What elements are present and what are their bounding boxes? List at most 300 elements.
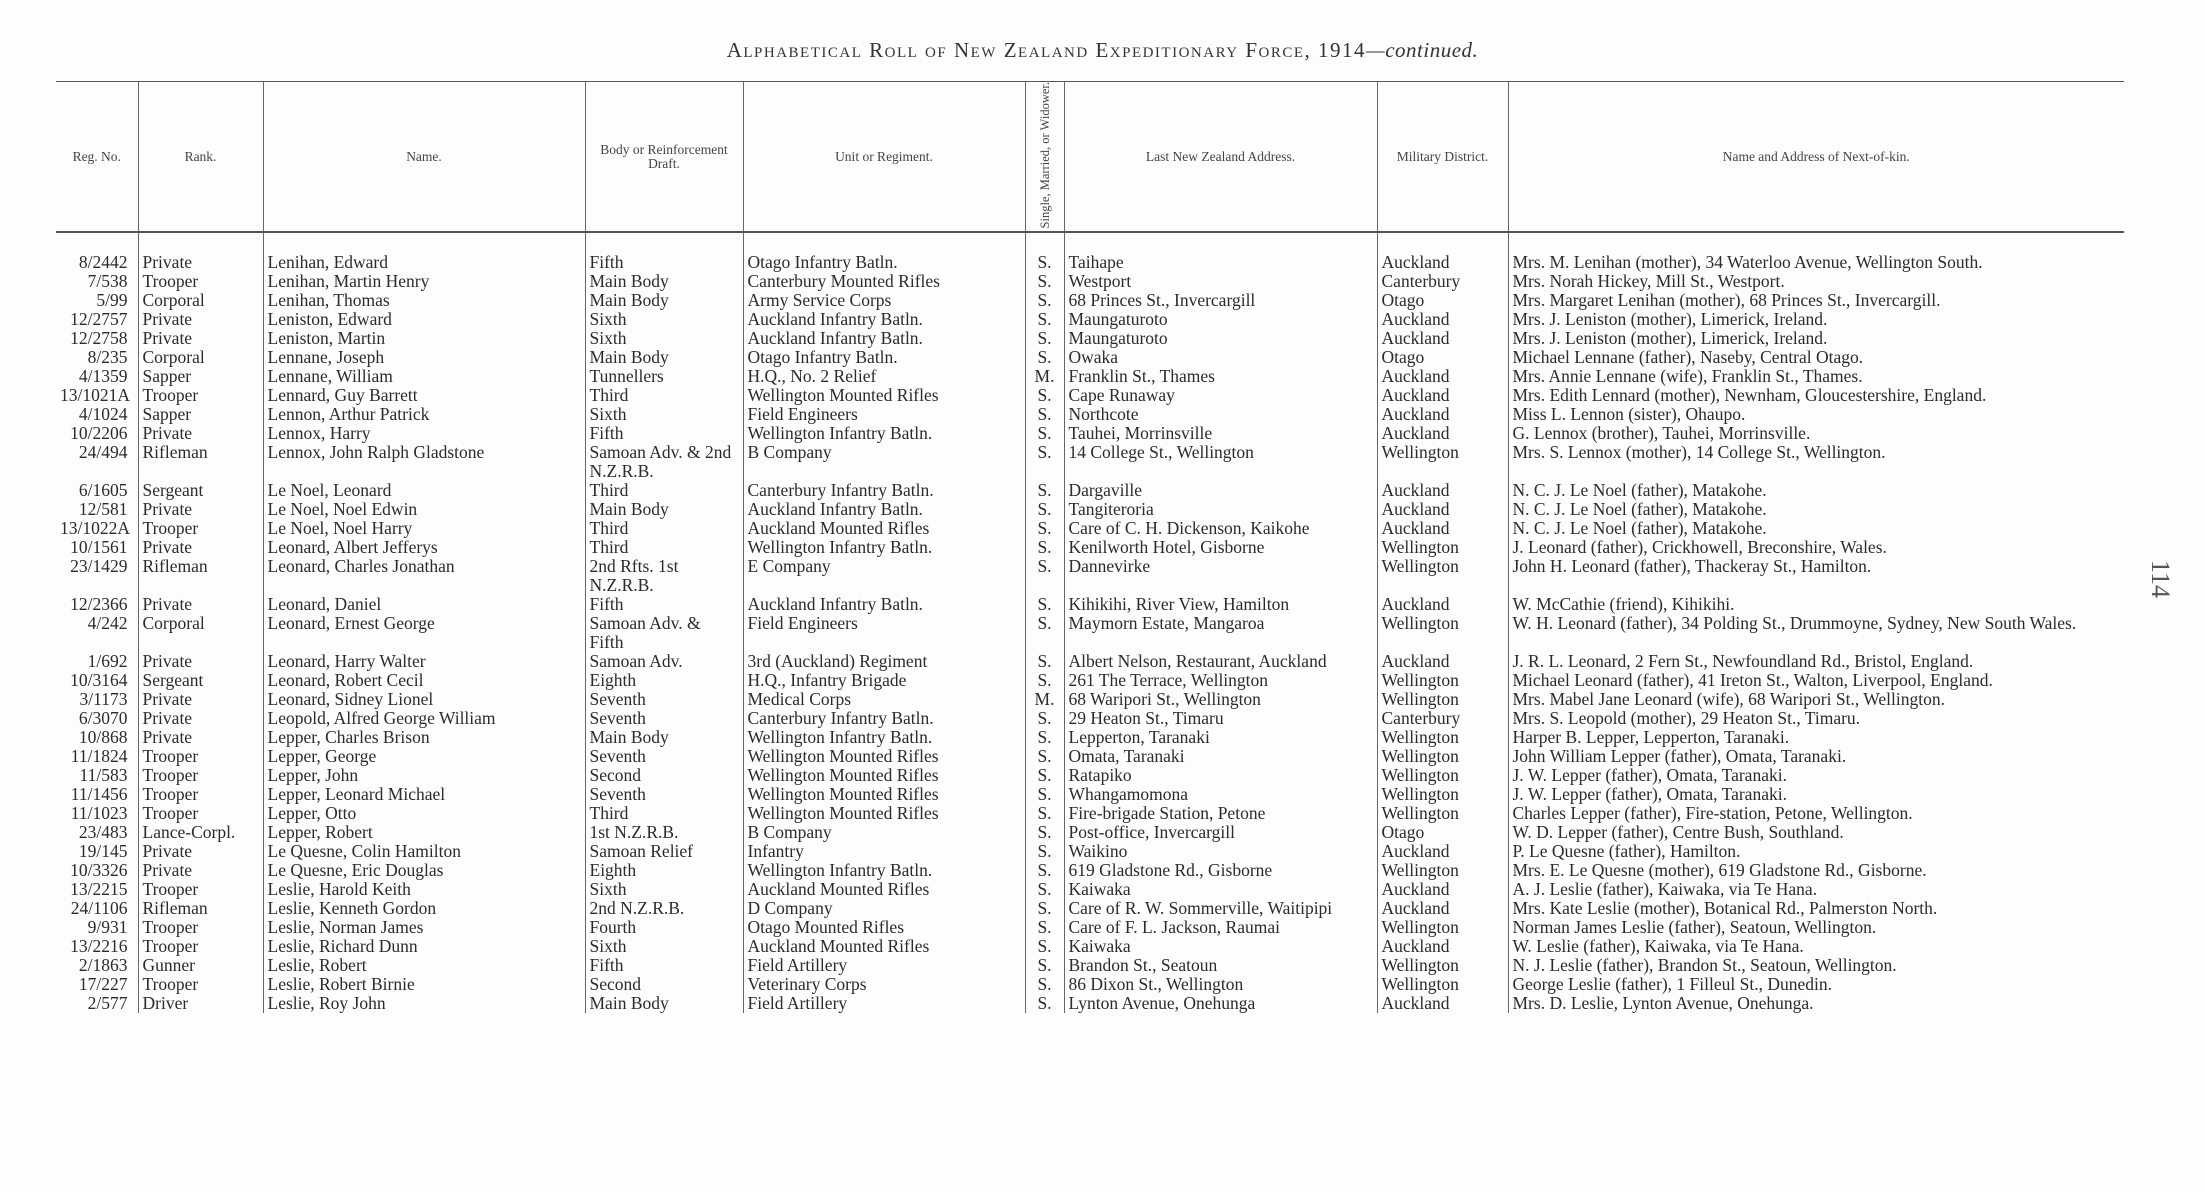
table-row — [56, 272, 2124, 291]
cell-reg-no: 2/1863 — [78, 955, 128, 976]
cell-unit: B Company — [743, 823, 1025, 842]
cell-rank: Gunner — [138, 956, 263, 975]
cell-name: Leslie, Harold Keith — [263, 880, 585, 899]
cell-draft: Second — [585, 975, 743, 994]
cell-marital-status: S. — [1025, 671, 1064, 690]
cell-unit: Wellington Infantry Batln. — [743, 728, 1025, 747]
cell-draft: 2nd N.Z.R.B. — [585, 899, 743, 918]
cell-unit: Army Service Corps — [743, 291, 1025, 310]
table-row — [56, 747, 2124, 766]
cell-address: Tauhei, Morrinsville — [1064, 424, 1377, 443]
cell-draft: Main Body — [585, 272, 743, 291]
cell-unit: Canterbury Infantry Batln. — [743, 481, 1025, 500]
page-number: 114 — [2146, 560, 2175, 599]
cell-next-of-kin: A. J. Leslie (father), Kaiwaka, via Te Hana. — [1508, 880, 2124, 899]
cell-next-of-kin: W. H. Leonard (father), 34 Polding St., Drummoyne, Sydney, New South Wales. — [1508, 614, 2124, 652]
cell-marital-status: S. — [1025, 443, 1064, 481]
cell-rank: Private — [138, 500, 263, 519]
cell-district: Otago — [1377, 348, 1508, 367]
cell-address: Northcote — [1064, 405, 1377, 424]
cell-address: Dargaville — [1064, 481, 1377, 500]
cell-draft: Main Body — [585, 728, 743, 747]
cell-name: Leonard, Harry Walter — [263, 652, 585, 671]
table-row — [56, 804, 2124, 823]
table-row — [56, 405, 2124, 424]
cell-address: 68 Waripori St., Wellington — [1064, 690, 1377, 709]
cell-rank: Private — [138, 709, 263, 728]
cell-name: Le Noel, Noel Edwin — [263, 500, 585, 519]
cell-draft: Samoan Adv. & 2nd N.Z.R.B. — [585, 443, 743, 481]
cell-draft: Sixth — [585, 937, 743, 956]
cell-marital-status: S. — [1025, 405, 1064, 424]
table-row — [56, 310, 2124, 329]
table-row — [56, 253, 2124, 272]
cell-district: Auckland — [1377, 253, 1508, 272]
cell-rank: Corporal — [138, 614, 263, 652]
cell-address: Lynton Avenue, Onehunga — [1064, 994, 1377, 1013]
cell-next-of-kin: N. C. J. Le Noel (father), Matakohe. — [1508, 519, 2124, 538]
cell-reg-no: 23/1429 — [70, 556, 128, 577]
cell-next-of-kin: G. Lennox (brother), Tauhei, Morrinsville. — [1508, 424, 2124, 443]
table-row — [56, 956, 2124, 975]
cell-unit: Wellington Mounted Rifles — [743, 386, 1025, 405]
cell-reg-no: 12/581 — [78, 499, 128, 520]
cell-district: Auckland — [1377, 329, 1508, 348]
cell-name: Leslie, Robert — [263, 956, 585, 975]
cell-district: Otago — [1377, 291, 1508, 310]
cell-district: Wellington — [1377, 804, 1508, 823]
cell-marital-status: M. — [1025, 367, 1064, 386]
cell-name: Leonard, Charles Jonathan — [263, 557, 585, 595]
cell-address: Tangiteroria — [1064, 500, 1377, 519]
cell-reg-no: 13/2215 — [70, 879, 128, 900]
cell-draft: Sixth — [585, 310, 743, 329]
cell-next-of-kin: Harper B. Lepper, Lepperton, Taranaki. — [1508, 728, 2124, 747]
cell-unit: Canterbury Mounted Rifles — [743, 272, 1025, 291]
cell-name: Leonard, Ernest George — [263, 614, 585, 652]
cell-address: Owaka — [1064, 348, 1377, 367]
cell-reg-no: 4/1359 — [78, 366, 128, 387]
cell-reg-no: 12/2757 — [70, 309, 128, 330]
cell-name: Lennane, Joseph — [263, 348, 585, 367]
cell-rank: Corporal — [138, 348, 263, 367]
cell-rank: Private — [138, 842, 263, 861]
cell-unit: Auckland Mounted Rifles — [743, 519, 1025, 538]
header-marital-status-text: Single, Married, or Widower. — [1037, 82, 1052, 229]
cell-district: Wellington — [1377, 975, 1508, 994]
cell-unit: Otago Infantry Batln. — [743, 348, 1025, 367]
cell-rank: Trooper — [138, 766, 263, 785]
cell-reg-no: 13/1021A — [60, 385, 130, 406]
table-row — [56, 861, 2124, 880]
page-title — [0, 38, 2205, 63]
cell-reg-no: 24/1106 — [70, 898, 128, 919]
cell-name: Leslie, Robert Birnie — [263, 975, 585, 994]
cell-next-of-kin: W. McCathie (friend), Kihikihi. — [1508, 595, 2124, 614]
cell-address: Kenilworth Hotel, Gisborne — [1064, 538, 1377, 557]
header-unit: Unit or Regiment. — [743, 82, 1025, 233]
cell-district: Auckland — [1377, 842, 1508, 861]
cell-rank: Sergeant — [138, 671, 263, 690]
cell-name: Leslie, Roy John — [263, 994, 585, 1013]
table-row — [56, 899, 2124, 918]
cell-name: Lennox, John Ralph Gladstone — [263, 443, 585, 481]
cell-marital-status: S. — [1025, 310, 1064, 329]
table-row — [56, 614, 2124, 652]
cell-next-of-kin: Norman James Leslie (father), Seatoun, Wellington. — [1508, 918, 2124, 937]
cell-marital-status: S. — [1025, 595, 1064, 614]
cell-reg-no: 10/3326 — [70, 860, 128, 881]
cell-draft: Third — [585, 804, 743, 823]
cell-draft: 1st N.Z.R.B. — [585, 823, 743, 842]
cell-name: Lepper, Robert — [263, 823, 585, 842]
cell-address: 86 Dixon St., Wellington — [1064, 975, 1377, 994]
table-row — [56, 386, 2124, 405]
header-draft: Body or Reinforcement Draft. — [585, 82, 743, 233]
cell-reg-no: 10/3164 — [70, 670, 128, 691]
cell-draft: Fourth — [585, 918, 743, 937]
cell-next-of-kin: P. Le Quesne (father), Hamilton. — [1508, 842, 2124, 861]
table-row — [56, 975, 2124, 994]
cell-district: Wellington — [1377, 690, 1508, 709]
cell-rank: Private — [138, 424, 263, 443]
cell-name: Leopold, Alfred George William — [263, 709, 585, 728]
cell-draft: Sixth — [585, 880, 743, 899]
cell-rank: Sapper — [138, 367, 263, 386]
table-row — [56, 329, 2124, 348]
cell-name: Leonard, Robert Cecil — [263, 671, 585, 690]
cell-draft: Sixth — [585, 329, 743, 348]
cell-rank: Trooper — [138, 747, 263, 766]
cell-name: Lenihan, Thomas — [263, 291, 585, 310]
cell-unit: Auckland Infantry Batln. — [743, 310, 1025, 329]
cell-next-of-kin: N. C. J. Le Noel (father), Matakohe. — [1508, 481, 2124, 500]
cell-rank: Trooper — [138, 519, 263, 538]
cell-rank: Sapper — [138, 405, 263, 424]
cell-next-of-kin: Michael Leonard (father), 41 Ireton St., Walton, Liverpool, England. — [1508, 671, 2124, 690]
cell-unit: Wellington Infantry Batln. — [743, 861, 1025, 880]
cell-draft: Main Body — [585, 291, 743, 310]
cell-unit: Otago Infantry Batln. — [743, 253, 1025, 272]
cell-name: Lepper, Otto — [263, 804, 585, 823]
cell-draft: 2nd Rfts. 1st N.Z.R.B. — [585, 557, 743, 595]
cell-address: Taihape — [1064, 253, 1377, 272]
cell-draft: Samoan Relief — [585, 842, 743, 861]
cell-draft: Fifth — [585, 956, 743, 975]
table-row — [56, 348, 2124, 367]
cell-address: Lepperton, Taranaki — [1064, 728, 1377, 747]
cell-unit: Canterbury Infantry Batln. — [743, 709, 1025, 728]
cell-name: Leslie, Norman James — [263, 918, 585, 937]
cell-name: Leslie, Kenneth Gordon — [263, 899, 585, 918]
table-row — [56, 538, 2124, 557]
cell-address: 68 Princes St., Invercargill — [1064, 291, 1377, 310]
table-row — [56, 937, 2124, 956]
cell-next-of-kin: J. R. L. Leonard, 2 Fern St., Newfoundland Rd., Bristol, England. — [1508, 652, 2124, 671]
cell-district: Canterbury — [1377, 709, 1508, 728]
cell-address: Waikino — [1064, 842, 1377, 861]
header-district: Military District. — [1377, 82, 1508, 233]
cell-unit: Wellington Infantry Batln. — [743, 538, 1025, 557]
cell-marital-status: S. — [1025, 728, 1064, 747]
cell-draft: Seventh — [585, 747, 743, 766]
cell-marital-status: S. — [1025, 614, 1064, 652]
cell-next-of-kin: Charles Lepper (father), Fire-station, Petone, Wellington. — [1508, 804, 2124, 823]
cell-address: Kaiwaka — [1064, 880, 1377, 899]
cell-reg-no: 6/1605 — [78, 480, 128, 501]
cell-district: Wellington — [1377, 918, 1508, 937]
cell-district: Auckland — [1377, 937, 1508, 956]
table-row — [56, 728, 2124, 747]
cell-address: Fire-brigade Station, Petone — [1064, 804, 1377, 823]
cell-next-of-kin: J. W. Lepper (father), Omata, Taranaki. — [1508, 766, 2124, 785]
header-row — [56, 82, 2124, 233]
cell-district: Wellington — [1377, 443, 1508, 481]
cell-unit: H.Q., No. 2 Relief — [743, 367, 1025, 386]
cell-next-of-kin: Mrs. Annie Lennane (wife), Franklin St., Thames. — [1508, 367, 2124, 386]
cell-reg-no: 3/1173 — [79, 689, 128, 710]
cell-address: Care of R. W. Sommerville, Waitipipi — [1064, 899, 1377, 918]
cell-reg-no: 8/235 — [87, 347, 128, 368]
cell-marital-status: S. — [1025, 937, 1064, 956]
cell-name: Lennon, Arthur Patrick — [263, 405, 585, 424]
cell-draft: Fifth — [585, 595, 743, 614]
cell-address: Dannevirke — [1064, 557, 1377, 595]
cell-draft: Tunnellers — [585, 367, 743, 386]
cell-address: Post-office, Invercargill — [1064, 823, 1377, 842]
cell-draft: Eighth — [585, 861, 743, 880]
roll-table — [56, 81, 2124, 1013]
cell-name: Leonard, Sidney Lionel — [263, 690, 585, 709]
cell-unit: Auckland Infantry Batln. — [743, 500, 1025, 519]
cell-address: Care of F. L. Jackson, Raumai — [1064, 918, 1377, 937]
cell-name: Lepper, George — [263, 747, 585, 766]
cell-address: Franklin St., Thames — [1064, 367, 1377, 386]
table-row — [56, 823, 2124, 842]
cell-reg-no: 2/577 — [87, 993, 128, 1014]
cell-reg-no: 12/2758 — [70, 328, 128, 349]
cell-address: Maymorn Estate, Mangaroa — [1064, 614, 1377, 652]
cell-district: Wellington — [1377, 956, 1508, 975]
cell-marital-status: S. — [1025, 823, 1064, 842]
cell-next-of-kin: George Leslie (father), 1 Filleul St., Dunedin. — [1508, 975, 2124, 994]
cell-draft: Seventh — [585, 709, 743, 728]
cell-reg-no: 17/227 — [78, 974, 128, 995]
cell-next-of-kin: Mrs. D. Leslie, Lynton Avenue, Onehunga. — [1508, 994, 2124, 1013]
cell-district: Wellington — [1377, 728, 1508, 747]
cell-name: Lenihan, Edward — [263, 253, 585, 272]
cell-name: Lennard, Guy Barrett — [263, 386, 585, 405]
table-row — [56, 671, 2124, 690]
cell-name: Leonard, Albert Jefferys — [263, 538, 585, 557]
cell-next-of-kin: J. Leonard (father), Crickhowell, Breconshire, Wales. — [1508, 538, 2124, 557]
cell-reg-no: 10/2206 — [70, 423, 128, 444]
cell-rank: Lance-Corpl. — [138, 823, 263, 842]
cell-address: Kihikihi, River View, Hamilton — [1064, 595, 1377, 614]
cell-reg-no: 10/1561 — [70, 537, 128, 558]
cell-reg-no: 19/145 — [78, 841, 128, 862]
cell-next-of-kin: J. W. Lepper (father), Omata, Taranaki. — [1508, 785, 2124, 804]
cell-marital-status: S. — [1025, 386, 1064, 405]
cell-name: Leonard, Daniel — [263, 595, 585, 614]
cell-district: Wellington — [1377, 766, 1508, 785]
cell-reg-no: 6/3070 — [78, 708, 128, 729]
cell-marital-status: S. — [1025, 956, 1064, 975]
cell-name: Lennox, Harry — [263, 424, 585, 443]
cell-reg-no: 8/2442 — [78, 252, 128, 273]
cell-name: Le Quesne, Eric Douglas — [263, 861, 585, 880]
cell-rank: Rifleman — [138, 899, 263, 918]
cell-district: Auckland — [1377, 500, 1508, 519]
cell-reg-no: 5/99 — [96, 290, 128, 311]
table-row — [56, 519, 2124, 538]
cell-reg-no: 23/483 — [78, 822, 128, 843]
cell-marital-status: S. — [1025, 557, 1064, 595]
cell-reg-no: 7/538 — [87, 271, 128, 292]
cell-draft: Third — [585, 481, 743, 500]
cell-rank: Private — [138, 310, 263, 329]
table-row — [56, 500, 2124, 519]
table-row — [56, 367, 2124, 386]
table-row — [56, 785, 2124, 804]
cell-address: Maungaturoto — [1064, 329, 1377, 348]
table-row — [56, 709, 2124, 728]
cell-rank: Trooper — [138, 785, 263, 804]
cell-next-of-kin: Michael Lennane (father), Naseby, Central Otago. — [1508, 348, 2124, 367]
cell-address: 619 Gladstone Rd., Gisborne — [1064, 861, 1377, 880]
header-reg-no: Reg. No. — [56, 82, 138, 233]
cell-rank: Trooper — [138, 937, 263, 956]
cell-marital-status: S. — [1025, 291, 1064, 310]
cell-reg-no: 13/2216 — [70, 936, 128, 957]
cell-address: Westport — [1064, 272, 1377, 291]
cell-address: Ratapiko — [1064, 766, 1377, 785]
cell-reg-no: 10/868 — [78, 727, 128, 748]
cell-next-of-kin: Mrs. E. Le Quesne (mother), 619 Gladstone Rd., Gisborne. — [1508, 861, 2124, 880]
cell-unit: Field Engineers — [743, 405, 1025, 424]
cell-rank: Private — [138, 253, 263, 272]
cell-reg-no: 11/1824 — [70, 746, 128, 767]
cell-draft: Samoan Adv. — [585, 652, 743, 671]
cell-district: Auckland — [1377, 386, 1508, 405]
cell-address: 261 The Terrace, Wellington — [1064, 671, 1377, 690]
cell-marital-status: S. — [1025, 500, 1064, 519]
cell-address: 14 College St., Wellington — [1064, 443, 1377, 481]
cell-rank: Corporal — [138, 291, 263, 310]
cell-unit: E Company — [743, 557, 1025, 595]
cell-unit: Wellington Mounted Rifles — [743, 747, 1025, 766]
cell-reg-no: 4/1024 — [78, 404, 128, 425]
cell-district: Wellington — [1377, 785, 1508, 804]
cell-district: Auckland — [1377, 367, 1508, 386]
cell-draft: Main Body — [585, 348, 743, 367]
cell-marital-status: S. — [1025, 899, 1064, 918]
cell-address: Whangamomona — [1064, 785, 1377, 804]
cell-next-of-kin: John H. Leonard (father), Thackeray St., Hamilton. — [1508, 557, 2124, 595]
cell-name: Le Noel, Leonard — [263, 481, 585, 500]
cell-name: Lepper, Charles Brison — [263, 728, 585, 747]
cell-district: Wellington — [1377, 538, 1508, 557]
cell-rank: Driver — [138, 994, 263, 1013]
cell-address: 29 Heaton St., Timaru — [1064, 709, 1377, 728]
cell-marital-status: S. — [1025, 880, 1064, 899]
cell-draft: Second — [585, 766, 743, 785]
cell-address: Omata, Taranaki — [1064, 747, 1377, 766]
cell-unit: Wellington Mounted Rifles — [743, 804, 1025, 823]
cell-marital-status: S. — [1025, 538, 1064, 557]
cell-draft: Seventh — [585, 690, 743, 709]
cell-next-of-kin: Mrs. Kate Leslie (mother), Botanical Rd., Palmerston North. — [1508, 899, 2124, 918]
cell-next-of-kin: W. D. Lepper (father), Centre Bush, Southland. — [1508, 823, 2124, 842]
roll-body — [56, 232, 2124, 1013]
cell-name: Leniston, Martin — [263, 329, 585, 348]
cell-rank: Private — [138, 329, 263, 348]
cell-reg-no: 12/2366 — [70, 594, 128, 615]
cell-district: Auckland — [1377, 652, 1508, 671]
table-row — [56, 880, 2124, 899]
title-continued: —continued. — [1366, 38, 1479, 62]
table-row — [56, 291, 2124, 310]
cell-unit: Infantry — [743, 842, 1025, 861]
cell-name: Lenihan, Martin Henry — [263, 272, 585, 291]
table-row — [56, 595, 2124, 614]
cell-unit: Wellington Mounted Rifles — [743, 766, 1025, 785]
cell-district: Auckland — [1377, 405, 1508, 424]
cell-district: Otago — [1377, 823, 1508, 842]
cell-next-of-kin: N. J. Leslie (father), Brandon St., Seatoun, Wellington. — [1508, 956, 2124, 975]
cell-next-of-kin: Mrs. Norah Hickey, Mill St., Westport. — [1508, 272, 2124, 291]
cell-unit: 3rd (Auckland) Regiment — [743, 652, 1025, 671]
cell-district: Wellington — [1377, 671, 1508, 690]
cell-next-of-kin: Miss L. Lennon (sister), Ohaupo. — [1508, 405, 2124, 424]
cell-district: Canterbury — [1377, 272, 1508, 291]
cell-marital-status: S. — [1025, 329, 1064, 348]
header-address: Last New Zealand Address. — [1064, 82, 1377, 233]
cell-district: Auckland — [1377, 899, 1508, 918]
cell-name: Le Noel, Noel Harry — [263, 519, 585, 538]
cell-draft: Fifth — [585, 253, 743, 272]
cell-rank: Trooper — [138, 975, 263, 994]
cell-district: Auckland — [1377, 880, 1508, 899]
cell-marital-status: S. — [1025, 804, 1064, 823]
cell-next-of-kin: Mrs. M. Lenihan (mother), 34 Waterloo Avenue, Wellington South. — [1508, 253, 2124, 272]
cell-marital-status: S. — [1025, 652, 1064, 671]
cell-name: Leniston, Edward — [263, 310, 585, 329]
cell-name: Lennane, William — [263, 367, 585, 386]
cell-marital-status: S. — [1025, 785, 1064, 804]
table-row — [56, 690, 2124, 709]
cell-marital-status: S. — [1025, 348, 1064, 367]
cell-district: Auckland — [1377, 519, 1508, 538]
cell-unit: Wellington Infantry Batln. — [743, 424, 1025, 443]
header-marital-status — [1025, 82, 1064, 233]
cell-marital-status: S. — [1025, 481, 1064, 500]
cell-marital-status: S. — [1025, 424, 1064, 443]
cell-marital-status: S. — [1025, 861, 1064, 880]
cell-marital-status: S. — [1025, 975, 1064, 994]
cell-district: Auckland — [1377, 310, 1508, 329]
cell-draft: Eighth — [585, 671, 743, 690]
table-row — [56, 842, 2124, 861]
cell-rank: Private — [138, 595, 263, 614]
cell-district: Wellington — [1377, 861, 1508, 880]
header-next-of-kin: Name and Address of Next-of-kin. — [1508, 82, 2124, 233]
cell-name: Lepper, John — [263, 766, 585, 785]
cell-rank: Trooper — [138, 880, 263, 899]
cell-rank: Trooper — [138, 804, 263, 823]
cell-district: Wellington — [1377, 747, 1508, 766]
title-main: Alphabetical Roll of New Zealand Expeditionary Force, 1914 — [726, 38, 1367, 62]
